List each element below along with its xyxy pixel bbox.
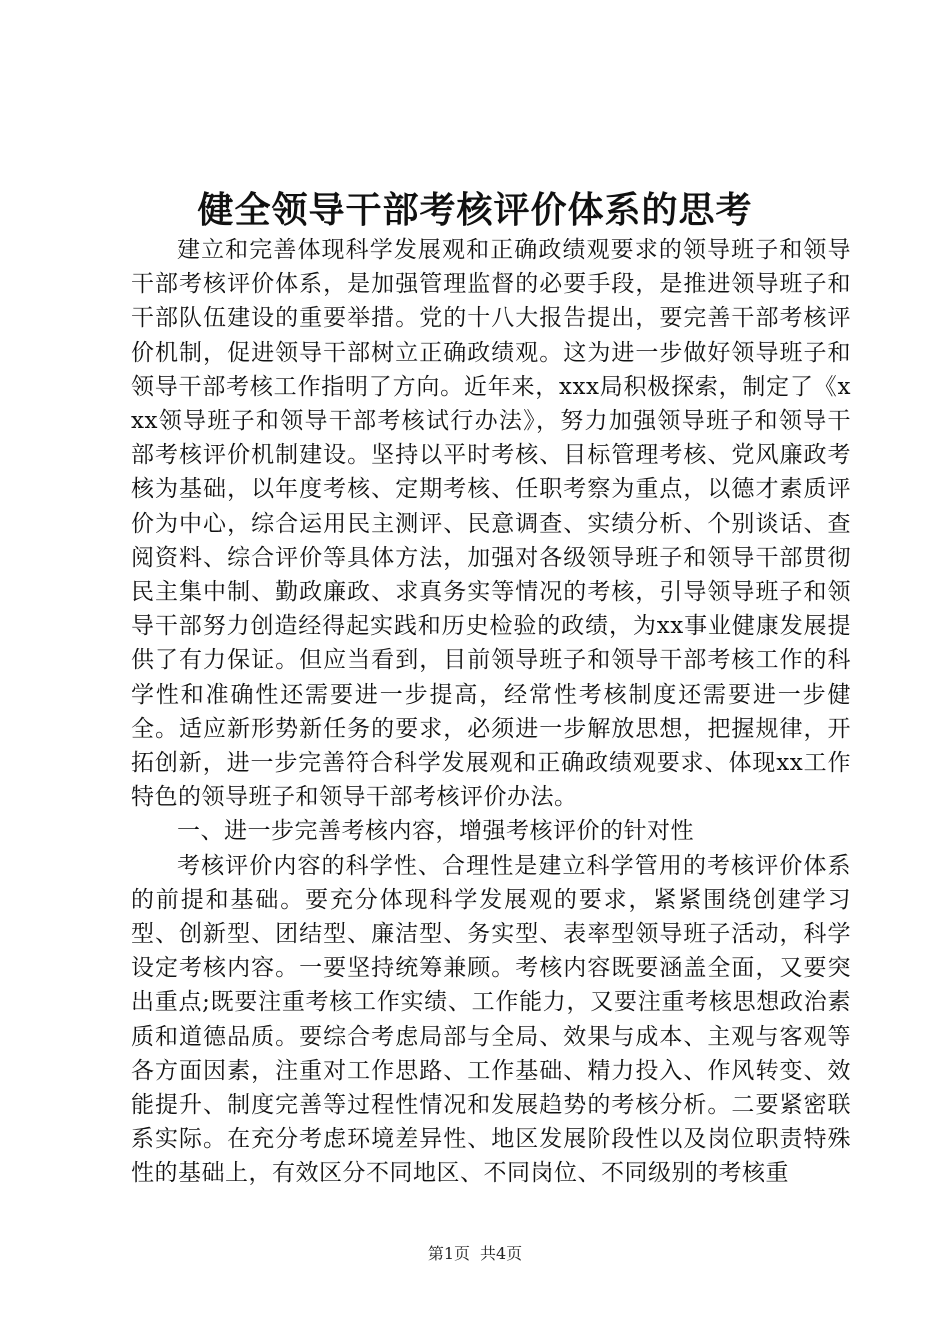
page-number: 第1页 [427, 1244, 470, 1263]
document-title: 健全领导干部考核评价体系的思考 [197, 189, 753, 231]
body-paragraph-section-1: 考核评价内容的科学性、合理性是建立科学管用的考核评价体系的前提和基础。要充分体现科学发展观的要求，紧紧围绕创建学习型、创新型、团结型、廉洁型、务实型、表率型领导班子活动，科学设定考核内容。一要坚持统筹兼顾。考核内容既要涵盖全面，又要突出重点;既要注重考核工作实绩、工作能力，又要注重考核思想政治素质和道德品质。要综合考虑局部与全局、效果与成本、主观与客观等各方面因素，注重对工作思路、工作基础、精力投入、作风转变、效能提升、制度完善等过程性情况和发展趋势的考核分析。二要紧密联系实际。在充分考虑环境差异性、地区发展阶段性以及岗位职责特殊性的基础上，有效区分不同地区、不同岗位、不同级别的考核重 [131, 852, 851, 1187]
page-footer [0, 1243, 950, 1265]
document-body [131, 233, 851, 1191]
page-total: 共4页 [480, 1244, 523, 1263]
section-heading-1: 一、进一步完善考核内容，增强考核评价的针对性 [177, 818, 694, 845]
body-paragraph-intro: 建立和完善体现科学发展观和正确政绩观要求的领导班子和领导干部考核评价体系，是加强管理监督的必要手段，是推进领导班子和干部队伍建设的重要举措。党的十八大报告提出，要完善干部考核评价机制，促进领导干部树立正确政绩观。这为进一步做好领导班子和领导干部考核工作指明了方向。近年来，xxx局积极探索，制定了《xxx领导班子和领导干部考核试行办法》，努力加强领导班子和领导干部考核评价机制建设。坚持以平时考核、目标管理考核、党风廉政考核为基础，以年度考核、定期考核、任职考察为重点，以德才素质评价为中心，综合运用民主测评、民意调查、实绩分析、个别谈话、查阅资料、综合评价等具体方法，加强对各级领导班子和领导干部贯彻民主集中制、勤政廉政、求真务实等情况的考核，引导领导班子和领导干部努力创造经得起实践和历史检验的政绩，为xx事业健康发展提供了有力保证。但应当看到，目前领导班子和领导干部考核工作的科学性和准确性还需要进一步提高，经常性考核制度还需要进一步健全。适应新形势新任务的要求，必须进一步解放思想，把握规律，开拓创新，进一步完善符合科学发展观和正确政绩观要求、体现xx工作特色的领导班子和领导干部考核评价办法。 [131, 237, 851, 811]
